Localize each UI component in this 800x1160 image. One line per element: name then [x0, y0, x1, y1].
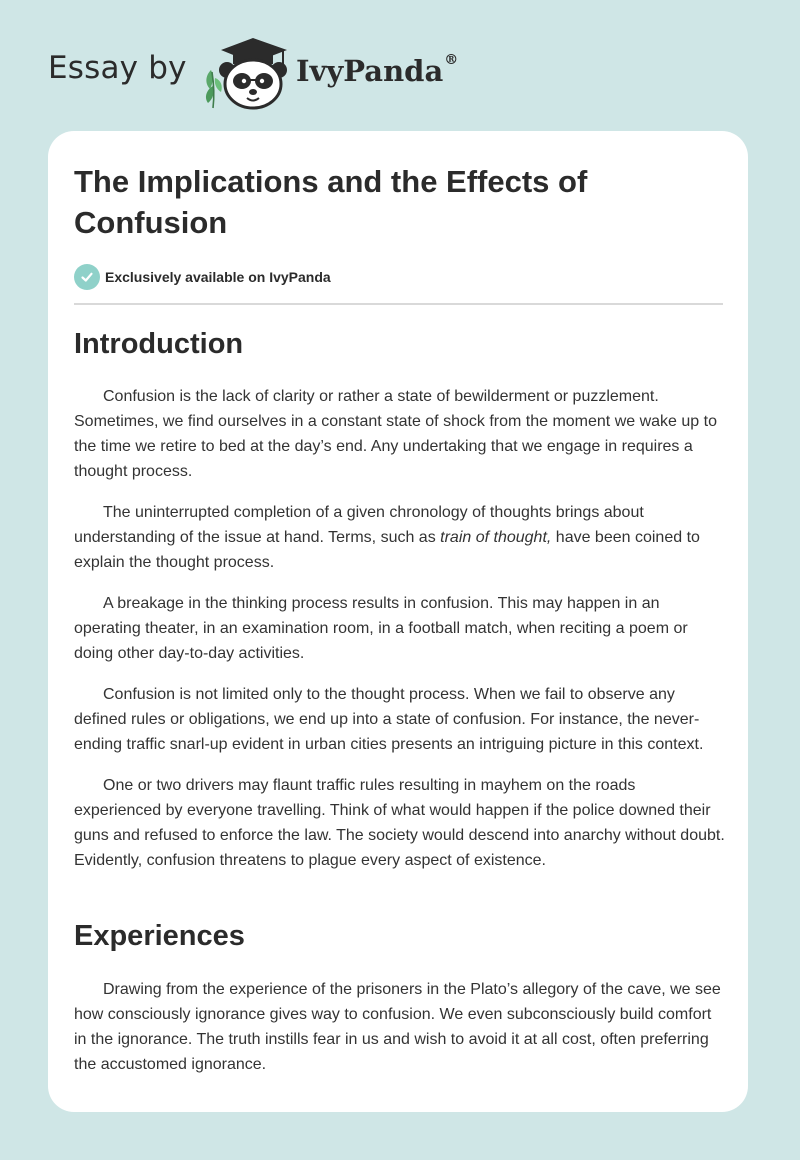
checkmark-icon [74, 264, 100, 290]
brand-name-text: IvyPanda [296, 54, 444, 88]
paragraph: One or two drivers may flaunt traffic rules resulting in mayhem on the roads experienced by everyone travelling. Think of what would happen if the police downed their guns and refused to enforce the law. The society would descend into anarchy without doubt. Evidently, confusion threatens to plague every aspect of existence. [74, 777, 725, 869]
experiences-body [74, 977, 726, 1077]
title-divider [74, 303, 723, 305]
emphasized-term: train of thought, [440, 529, 552, 546]
exclusive-badge-text: Exclusively available on IvyPanda [105, 269, 331, 285]
introduction-body [74, 384, 726, 873]
exclusive-badge [74, 264, 331, 290]
paragraph-text: have been coined to explain the thought process. [74, 529, 700, 571]
panda-logo-icon[interactable] [203, 36, 291, 110]
section-heading-introduction: Introduction [74, 328, 244, 360]
site-header [0, 0, 800, 130]
section-heading-experiences: Experiences [74, 920, 245, 952]
essay-by-label: Essay by [48, 50, 187, 86]
paragraph: Confusion is the lack of clarity or rather a state of bewilderment or puzzlement. Sometimes, we find ourselves in a constant state of shock from the moment we wake up to the time we retire to bed at the day’s end. Any undertaking that we engage in requires a thought process. [74, 388, 717, 480]
paragraph-text: The uninterrupted completion of a given chronology of thoughts brings about understanding of the issue at hand. Terms, such as [74, 504, 644, 546]
essay-card [48, 131, 748, 1112]
paragraph: A breakage in the thinking process results in confusion. This may happen in an operating theater, in an examination room, in a football match, when reciting a poem or doing other day-to-day activities. [74, 595, 688, 662]
paragraph: Confusion is not limited only to the thought process. When we fail to observe any defined rules or obligations, we end up into a state of confusion. For instance, the never-ending traffic snarl-up evident in urban cities presents an intriguing picture in this context. [74, 686, 704, 753]
paragraph: Drawing from the experience of the prisoners in the Plato’s allegory of the cave, we see how consciously ignorance gives way to confusion. We even subconsciously build comfort in the ignorance. The truth instills fear in us and wish to avoid it at all cost, often preferring the accustomed ignorance. [74, 981, 721, 1073]
registered-mark: ® [444, 52, 459, 68]
paragraph [74, 500, 726, 575]
ivy-leaf-icon [206, 70, 222, 108]
essay-title: The Implications and the Effects of Confusion [74, 164, 588, 240]
brand-name[interactable] [296, 54, 458, 88]
